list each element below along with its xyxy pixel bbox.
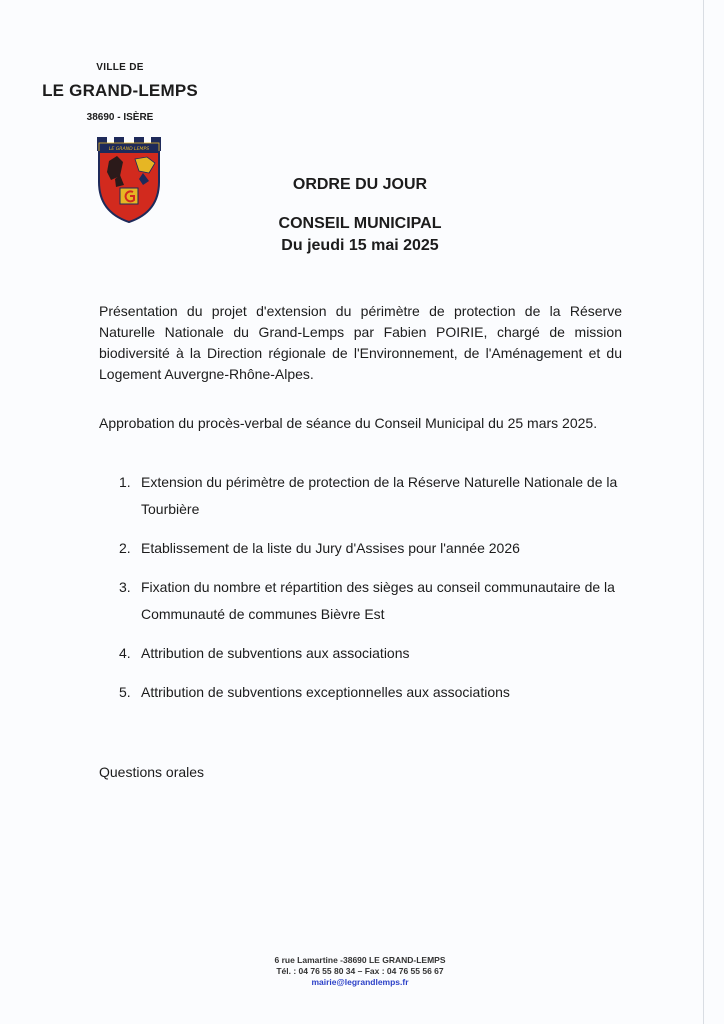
presentation-paragraph: Présentation du projet d'extension du périmètre de protection de la Réserve Naturelle Nationale du Grand-Lemps par Fabien POIRIE, chargé de mission biodiversité à la Direction régionale de l'Environnement, de l'Aménagement et du Logement Auvergne-Rhône-Alpes.	[99, 303, 622, 382]
approbation-paragraph: Approbation du procès-verbal de séance du Conseil Municipal du 25 mars 2025.	[99, 415, 598, 431]
agenda-item-text: Extension du périmètre de protection de la Réserve Naturelle Nationale de la Tourbière	[141, 474, 618, 517]
agenda-item-text: Attribution de subventions exceptionnelles aux associations	[141, 684, 510, 700]
agenda-item-number: 4.	[119, 645, 131, 661]
title-block	[200, 176, 520, 255]
document-title: ORDRE DU JOUR	[292, 176, 428, 193]
crest-banner-text: LE GRAND LEMPS	[108, 147, 150, 152]
letterhead	[40, 62, 200, 123]
footer-email-link[interactable]: mairie@legrandlemps.fr	[311, 977, 409, 987]
agenda-item-number: 3.	[119, 579, 131, 595]
postal-code: 38690 - ISÈRE	[86, 112, 154, 123]
agenda-item-text: Attribution de subventions aux associations	[141, 645, 410, 661]
agenda-item-number: 2.	[119, 540, 131, 556]
questions-orales: Questions orales	[99, 764, 205, 780]
council-title: CONSEIL MUNICIPAL	[278, 215, 442, 232]
agenda-item	[99, 469, 622, 523]
agenda-item-text: Etablissement de la liste du Jury d'Assises pour l'année 2026	[141, 540, 520, 556]
agenda-item	[99, 679, 622, 706]
footer	[200, 955, 520, 988]
ville-de-label: VILLE DE	[96, 62, 144, 73]
agenda-item-number: 5.	[119, 684, 131, 700]
meeting-date: Du jeudi 15 mai 2025	[281, 237, 439, 254]
page-edge-line	[703, 0, 704, 1024]
footer-phone: Tél. : 04 76 55 80 34 – Fax : 04 76 55 56 67	[276, 966, 444, 976]
town-name: LE GRAND-LEMPS	[42, 81, 198, 100]
agenda-item-number: 1.	[119, 474, 131, 490]
footer-address: 6 rue Lamartine -38690 LE GRAND-LEMPS	[274, 955, 446, 965]
agenda-item	[99, 640, 622, 667]
agenda-item	[99, 535, 622, 562]
agenda-item-text: Fixation du nombre et répartition des sièges au conseil communautaire de la Communauté de communes Bièvre Est	[141, 579, 615, 622]
town-crest-icon	[93, 135, 165, 227]
agenda-item	[99, 574, 622, 628]
agenda-list	[99, 469, 622, 718]
